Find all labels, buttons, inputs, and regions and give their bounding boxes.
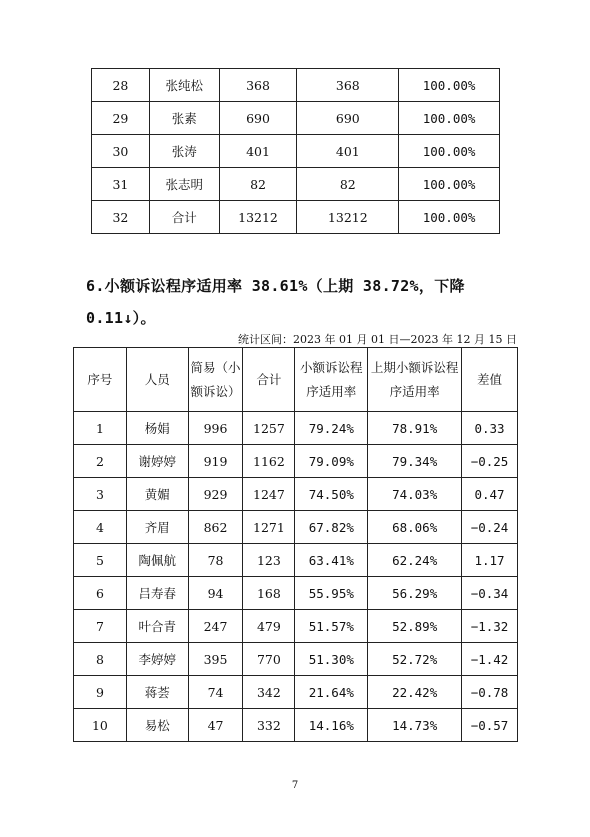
table-cell: 32 bbox=[92, 201, 150, 234]
column-header: 人员 bbox=[126, 348, 188, 412]
table-cell: 52.89% bbox=[368, 610, 462, 643]
table-cell: 1257 bbox=[243, 412, 295, 445]
table-cell: 1271 bbox=[243, 511, 295, 544]
table-cell: 51.30% bbox=[295, 643, 368, 676]
table-cell: 929 bbox=[188, 478, 243, 511]
column-header: 差值 bbox=[462, 348, 518, 412]
table-cell: 0.47 bbox=[462, 478, 518, 511]
small-claims-table bbox=[73, 347, 518, 742]
table-cell: 401 bbox=[219, 135, 297, 168]
table-cell: 332 bbox=[243, 709, 295, 742]
table-cell: 10 bbox=[74, 709, 127, 742]
table-row bbox=[74, 610, 518, 643]
table-cell: 9 bbox=[74, 676, 127, 709]
table-cell: 13212 bbox=[297, 201, 399, 234]
table-cell: 63.41% bbox=[295, 544, 368, 577]
table-cell: 合计 bbox=[149, 201, 219, 234]
table-row bbox=[74, 445, 518, 478]
table-cell: 28 bbox=[92, 69, 150, 102]
table-cell: 叶合青 bbox=[126, 610, 188, 643]
table-row bbox=[92, 69, 500, 102]
table-cell: 14.16% bbox=[295, 709, 368, 742]
table-row bbox=[92, 102, 500, 135]
table-cell: 47 bbox=[188, 709, 243, 742]
table-row bbox=[74, 577, 518, 610]
date-range: 统计区间：2023 年 01 月 01 日—2023 年 12 月 15 日 bbox=[238, 333, 517, 346]
table-cell: 7 bbox=[74, 610, 127, 643]
table-cell: 74.03% bbox=[368, 478, 462, 511]
table-cell: 1 bbox=[74, 412, 127, 445]
table-row bbox=[92, 135, 500, 168]
table-cell: 74.50% bbox=[295, 478, 368, 511]
table-cell: 0.33 bbox=[462, 412, 518, 445]
table-cell: 1247 bbox=[243, 478, 295, 511]
table-cell: 79.34% bbox=[368, 445, 462, 478]
column-header: 上期小额诉讼程序适用率 bbox=[368, 348, 462, 412]
table-cell: −0.57 bbox=[462, 709, 518, 742]
table-cell: 3 bbox=[74, 478, 127, 511]
table-cell: 31 bbox=[92, 168, 150, 201]
table-cell: 14.73% bbox=[368, 709, 462, 742]
table-cell: 1.17 bbox=[462, 544, 518, 577]
table-cell: 123 bbox=[243, 544, 295, 577]
table-cell: 22.42% bbox=[368, 676, 462, 709]
table-row bbox=[74, 478, 518, 511]
page-number: 7 bbox=[291, 780, 299, 791]
table-cell: −0.34 bbox=[462, 577, 518, 610]
table-cell: 74 bbox=[188, 676, 243, 709]
table-cell: 张素 bbox=[149, 102, 219, 135]
table-cell: 862 bbox=[188, 511, 243, 544]
table-cell: 395 bbox=[188, 643, 243, 676]
table-cell: 齐眉 bbox=[126, 511, 188, 544]
table-row bbox=[74, 676, 518, 709]
table-cell: 62.24% bbox=[368, 544, 462, 577]
table-cell: 30 bbox=[92, 135, 150, 168]
column-header: 序号 bbox=[74, 348, 127, 412]
table-cell: 78.91% bbox=[368, 412, 462, 445]
table-cell: 368 bbox=[297, 69, 399, 102]
column-header: 合计 bbox=[243, 348, 295, 412]
table-cell: 342 bbox=[243, 676, 295, 709]
section-heading: 6.小额诉讼程序适用率 38.61%（上期 38.72%，下降 0.11↓）。 bbox=[86, 277, 465, 327]
table-cell: 黄媚 bbox=[126, 478, 188, 511]
table-cell: 996 bbox=[188, 412, 243, 445]
table-cell: 21.64% bbox=[295, 676, 368, 709]
header-row bbox=[74, 348, 518, 412]
table-cell: 94 bbox=[188, 577, 243, 610]
table-cell: 13212 bbox=[219, 201, 297, 234]
table-cell: 李婷婷 bbox=[126, 643, 188, 676]
table-cell: 蒋荟 bbox=[126, 676, 188, 709]
table-cell: 68.06% bbox=[368, 511, 462, 544]
table-row bbox=[92, 168, 500, 201]
table-cell: 67.82% bbox=[295, 511, 368, 544]
table-cell: 82 bbox=[219, 168, 297, 201]
table-cell: 78 bbox=[188, 544, 243, 577]
table-cell: 8 bbox=[74, 643, 127, 676]
table-cell: 51.57% bbox=[295, 610, 368, 643]
column-header: 简易（小额诉讼） bbox=[188, 348, 243, 412]
table-cell: 82 bbox=[297, 168, 399, 201]
table-cell: 368 bbox=[219, 69, 297, 102]
table-row bbox=[74, 412, 518, 445]
table-cell: −1.32 bbox=[462, 610, 518, 643]
table-cell: 79.09% bbox=[295, 445, 368, 478]
table-row bbox=[74, 643, 518, 676]
table-cell: 5 bbox=[74, 544, 127, 577]
table-cell: 陶佩航 bbox=[126, 544, 188, 577]
table-cell: 谢婷婷 bbox=[126, 445, 188, 478]
table-cell: 易松 bbox=[126, 709, 188, 742]
table-cell: 479 bbox=[243, 610, 295, 643]
table-cell: 52.72% bbox=[368, 643, 462, 676]
table-cell: 401 bbox=[297, 135, 399, 168]
table-cell: 100.00% bbox=[399, 102, 500, 135]
table-cell: 79.24% bbox=[295, 412, 368, 445]
table-cell: 770 bbox=[243, 643, 295, 676]
table-cell: 吕寿春 bbox=[126, 577, 188, 610]
table-cell: −0.25 bbox=[462, 445, 518, 478]
table-cell: 2 bbox=[74, 445, 127, 478]
column-header: 小额诉讼程序适用率 bbox=[295, 348, 368, 412]
table-row bbox=[92, 201, 500, 234]
table-row bbox=[74, 709, 518, 742]
table-cell: −0.78 bbox=[462, 676, 518, 709]
table-cell: 100.00% bbox=[399, 168, 500, 201]
table-cell: 690 bbox=[219, 102, 297, 135]
table-cell: 杨娟 bbox=[126, 412, 188, 445]
table-cell: 247 bbox=[188, 610, 243, 643]
table-cell: 168 bbox=[243, 577, 295, 610]
table-cell: 100.00% bbox=[399, 69, 500, 102]
table-cell: 56.29% bbox=[368, 577, 462, 610]
table-cell: 100.00% bbox=[399, 201, 500, 234]
table-cell: 6 bbox=[74, 577, 127, 610]
table-cell: 1162 bbox=[243, 445, 295, 478]
table-cell: 919 bbox=[188, 445, 243, 478]
table-cell: 55.95% bbox=[295, 577, 368, 610]
table-cell: 690 bbox=[297, 102, 399, 135]
table-row bbox=[74, 544, 518, 577]
table-cell: −0.24 bbox=[462, 511, 518, 544]
table-cell: 张涛 bbox=[149, 135, 219, 168]
table-cell: 4 bbox=[74, 511, 127, 544]
table-continued bbox=[91, 68, 500, 234]
table-row bbox=[74, 511, 518, 544]
table-cell: 100.00% bbox=[399, 135, 500, 168]
table-cell: −1.42 bbox=[462, 643, 518, 676]
table-cell: 张纯松 bbox=[149, 69, 219, 102]
table-cell: 29 bbox=[92, 102, 150, 135]
table-cell: 张志明 bbox=[149, 168, 219, 201]
